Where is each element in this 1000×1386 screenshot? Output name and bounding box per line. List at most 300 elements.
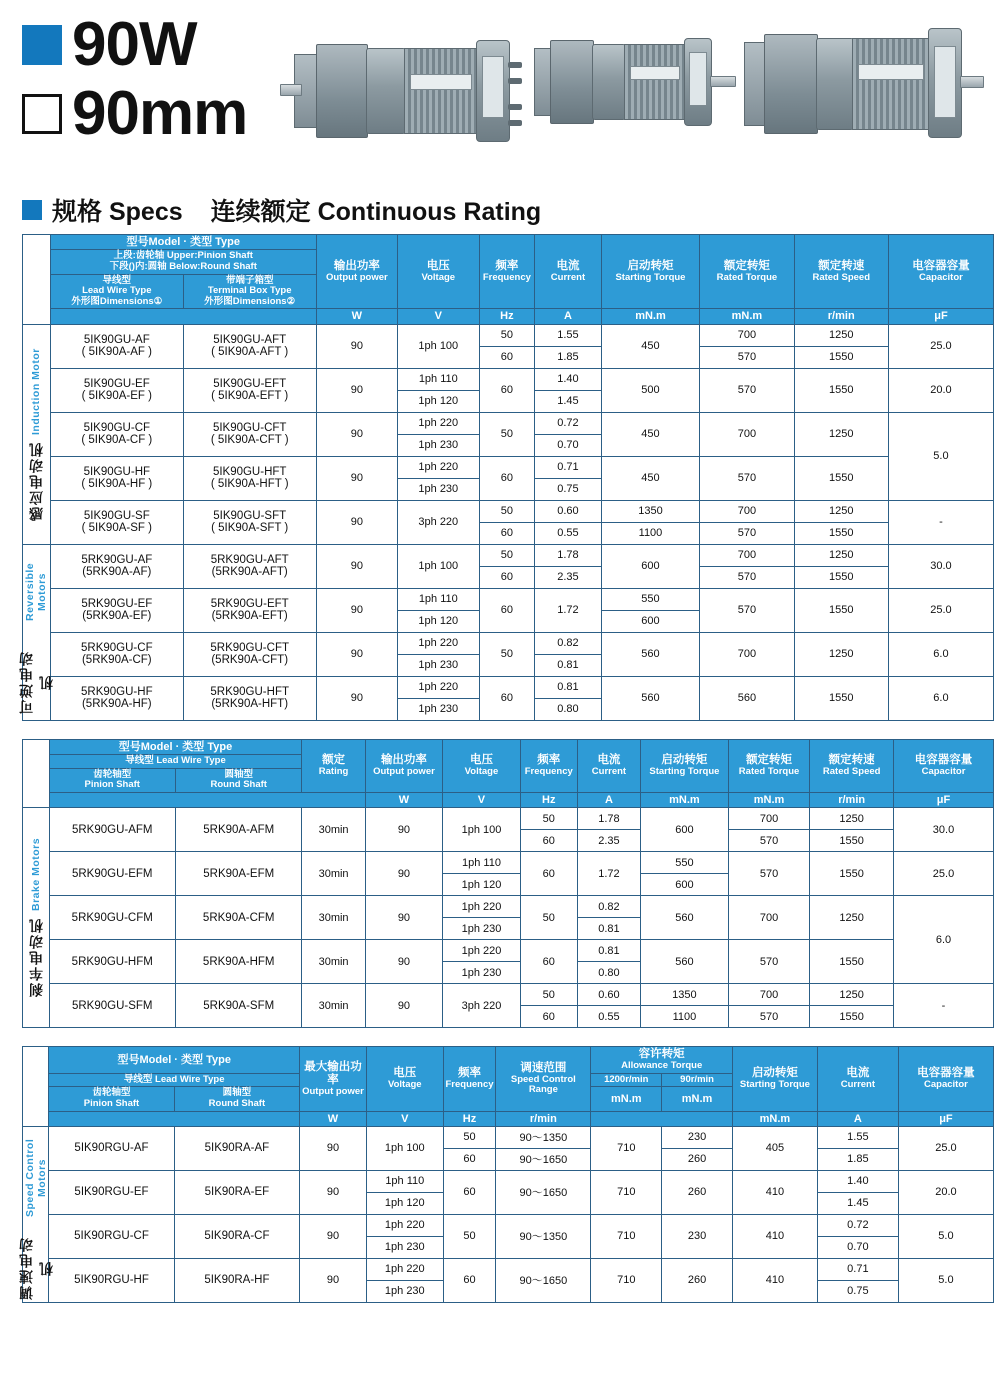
- t1-rated-torque: 700: [700, 544, 794, 566]
- t1-h-dim2: 外形图Dimensions②: [204, 295, 296, 307]
- t1-current: 0.55: [535, 522, 601, 544]
- t1-model-terminal: 5IK90GU-HFT ( 5IK90A-HFT ): [183, 456, 316, 500]
- t1-current: 2.35: [535, 566, 601, 588]
- t2-side-header: [23, 739, 50, 808]
- table-row: [23, 500, 994, 522]
- t2-voltage: 3ph 220: [443, 984, 521, 1028]
- t1-rated-speed: 1550: [794, 566, 888, 588]
- t1-starting-torque: 450: [601, 456, 700, 500]
- t2-voltage: 1ph 220: [443, 940, 521, 962]
- motor3-housing: [852, 38, 930, 130]
- t3-h-freq-cn: 频率: [458, 1067, 482, 1080]
- t3-model-round: 5IK90RA-EF: [174, 1170, 299, 1214]
- t1-rated-torque: 570: [700, 588, 794, 632]
- t3-u-voltage: V: [366, 1111, 443, 1126]
- t3-capacitor: 25.0: [898, 1126, 993, 1170]
- t3-frequency: 60: [443, 1148, 496, 1170]
- t2-h-units-blank: [49, 792, 365, 807]
- t3-allow-1200: 710: [591, 1214, 662, 1258]
- t2-model-round: 5RK90A-CFM: [175, 896, 301, 940]
- t1-starting-torque: 1350: [601, 500, 700, 522]
- t3-h-round-cn: 圆轴型: [222, 1087, 252, 1099]
- t1-power: 90: [316, 588, 397, 632]
- t2-h-voltage-cn: 电压: [469, 754, 493, 767]
- t3-u-allow2: mN.m: [662, 1087, 733, 1111]
- t2-voltage: 1ph 110: [443, 852, 521, 874]
- t2-current: 0.80: [577, 962, 640, 984]
- t3-starting-torque: 410: [732, 1258, 817, 1302]
- t1-side-reversible-en: Reversible Motors: [24, 562, 49, 621]
- t2-current: 0.81: [577, 918, 640, 940]
- table-row: [23, 808, 994, 830]
- t3-h-freq: [443, 1047, 496, 1111]
- blue-square-icon: [22, 25, 62, 65]
- t3-h-pinion-cn: 齿轮轴型: [92, 1087, 131, 1099]
- t3-current: 1.40: [817, 1170, 898, 1192]
- t1-h-rt-cn: 额定转矩: [723, 259, 770, 272]
- t1-rated-torque: 700: [700, 632, 794, 676]
- t1-model-pinion: 5RK90GU-CF (5RK90A-CF): [50, 632, 183, 676]
- motor2-nameplate: [630, 66, 680, 80]
- t3-model-round: 5IK90RA-AF: [174, 1126, 299, 1170]
- t2-u-cap: μF: [893, 792, 993, 807]
- motor3-shaft: [960, 76, 984, 88]
- t1-rated-speed: 1550: [794, 346, 888, 368]
- t2-model-pinion: 5RK90GU-HFM: [49, 940, 175, 984]
- t3-h-allow-cn: 容许转矩: [638, 1048, 685, 1061]
- table-row: [23, 1126, 994, 1148]
- t2-rating: 30min: [302, 808, 365, 852]
- t2-u-power: W: [365, 792, 443, 807]
- t3-speed-range: 90～1350: [496, 1214, 591, 1258]
- section-heading: [22, 192, 986, 228]
- speed-control-table: [18, 1046, 994, 1303]
- t3-allow-90: 260: [662, 1170, 733, 1214]
- t3-h-speed-range: [496, 1047, 591, 1111]
- t1-h-lower-en: Below:Round Shaft: [169, 260, 257, 272]
- t3-h-freq-en: Frequency: [445, 1079, 494, 1091]
- t1-capacitor: 6.0: [888, 632, 993, 676]
- t2-frequency: 60: [520, 830, 577, 852]
- t1-rated-torque: 570: [700, 566, 794, 588]
- t2-current: 0.60: [577, 984, 640, 1006]
- t2-h-lead: 导线型 Lead Wire Type: [49, 755, 302, 769]
- t2-rating: 30min: [302, 852, 365, 896]
- t3-h-voltage: [366, 1047, 443, 1111]
- motor1-gearhead: [316, 44, 368, 138]
- t1-current: 0.82: [535, 632, 601, 654]
- t1-model-pinion: 5IK90GU-AF ( 5IK90A-AF ): [50, 324, 183, 368]
- t2-power: 90: [365, 940, 443, 984]
- section-specs-cn: 规格: [52, 198, 103, 226]
- t2-rated-torque: 700: [728, 984, 810, 1006]
- t3-starting-torque: 405: [732, 1126, 817, 1170]
- t2-capacitor: 6.0: [893, 896, 993, 984]
- t1-rated-torque: 560: [700, 676, 794, 720]
- table-row: [23, 852, 994, 874]
- t2-rated-speed: 1250: [810, 984, 894, 1006]
- t1-h-cap-cn: 电容器容量: [912, 259, 970, 272]
- t1-model-terminal: 5RK90GU-HFT (5RK90A-HFT): [183, 676, 316, 720]
- motor1-terminal-label: [482, 56, 504, 118]
- t3-h-voltage-en: Voltage: [387, 1079, 422, 1091]
- t1-starting-torque: 550: [601, 588, 700, 610]
- t2-h-round-cn: 圆轴型: [224, 768, 253, 780]
- t1-rated-speed: 1250: [794, 500, 888, 522]
- t1-h-upper-en: Upper:Pinion Shaft: [166, 250, 253, 262]
- t1-side-reversible: [18, 544, 55, 720]
- t2-h-cap-en: Capacitor: [921, 765, 966, 777]
- t1-model-pinion: 5RK90GU-EF (5RK90A-EF): [50, 588, 183, 632]
- t2-h-capacitor: [893, 739, 993, 792]
- t1-capacitor: 25.0: [888, 324, 993, 368]
- t1-h-current: [535, 235, 601, 309]
- t2-h-rs-cn: 额定转速: [828, 754, 875, 767]
- t2-voltage: 1ph 220: [443, 896, 521, 918]
- t3-allow-90: 230: [662, 1126, 733, 1148]
- t3-voltage: 1ph 120: [366, 1192, 443, 1214]
- t2-frequency: 50: [520, 896, 577, 940]
- t3-h-start: [732, 1047, 817, 1111]
- t2-h-power: [365, 739, 443, 792]
- motor3-gearhead: [764, 34, 818, 134]
- t3-u-speed: r/min: [496, 1111, 591, 1126]
- t3-frequency: 60: [443, 1170, 496, 1214]
- t1-model-terminal: 5IK90GU-SFT ( 5IK90A-SFT ): [183, 500, 316, 544]
- t3-h-current-en: Current: [840, 1079, 876, 1091]
- table-row: [23, 676, 994, 698]
- t2-starting-torque: 560: [641, 940, 729, 984]
- t2-rated-torque: 570: [728, 940, 810, 984]
- t1-starting-torque: 560: [601, 632, 700, 676]
- t2-voltage: 1ph 120: [443, 874, 521, 896]
- t1-voltage: 1ph 220: [398, 676, 479, 698]
- t1-u-voltage: V: [398, 309, 479, 324]
- t1-h-voltage-en: Voltage: [421, 271, 456, 283]
- t2-h-voltage: [443, 739, 521, 792]
- t1-current: 0.70: [535, 434, 601, 456]
- t2-u-freq: Hz: [520, 792, 577, 807]
- t2-voltage: 1ph 230: [443, 962, 521, 984]
- t2-side-brake-cn: 刹车电动机: [28, 917, 44, 998]
- t1-side-induction: [23, 324, 51, 544]
- t1-frequency: 60: [479, 522, 535, 544]
- t1-model-terminal: 5IK90GU-AFT ( 5IK90A-AFT ): [183, 324, 316, 368]
- t1-model-terminal: 5RK90GU-AFT (5RK90A-AFT): [183, 544, 316, 588]
- t2-h-current-cn: 电流: [597, 754, 621, 767]
- t3-allow-1200: 710: [591, 1126, 662, 1170]
- t2-rating: 30min: [302, 940, 365, 984]
- motor-photo-3: [744, 14, 980, 164]
- t3-h-power-en: Output power: [302, 1085, 364, 1097]
- t3-h-model: 型号Model · 类型 Type: [49, 1047, 300, 1074]
- t3-h-allow-en: Allowance Torque: [621, 1060, 703, 1072]
- t2-h-start-cn: 启动转矩: [661, 754, 708, 767]
- t1-h-start: [601, 235, 700, 309]
- t3-power: 90: [300, 1258, 367, 1302]
- t2-starting-torque: 600: [641, 874, 729, 896]
- t2-h-model: 型号Model · 类型 Type: [49, 739, 302, 754]
- t3-starting-torque: 410: [732, 1170, 817, 1214]
- t1-voltage: 1ph 230: [398, 654, 479, 676]
- t3-side-speed: [18, 1126, 54, 1302]
- t2-model-round: 5RK90A-SFM: [175, 984, 301, 1028]
- t1-u-start: mN.m: [601, 309, 700, 324]
- t1-model-pinion: 5IK90GU-SF ( 5IK90A-SF ): [50, 500, 183, 544]
- t1-starting-torque: 1100: [601, 522, 700, 544]
- t1-starting-torque: 600: [601, 610, 700, 632]
- t2-h-pinion: [49, 768, 175, 792]
- t1-frequency: 60: [479, 456, 535, 500]
- t1-voltage: 1ph 100: [398, 544, 479, 588]
- t1-rated-speed: 1550: [794, 456, 888, 500]
- t1-h-start-en: Starting Torque: [615, 271, 686, 283]
- motor1-front-cover: [366, 48, 406, 134]
- t2-model-round: 5RK90A-HFM: [175, 940, 301, 984]
- t3-h-pinion-en: Pinion Shaft: [83, 1098, 140, 1109]
- t1-current: 0.75: [535, 478, 601, 500]
- t2-rated-torque: 700: [728, 808, 810, 830]
- section-rating-en: Continuous Rating: [317, 198, 542, 226]
- t2-voltage: 1ph 230: [443, 918, 521, 940]
- t3-u-freq: Hz: [443, 1111, 496, 1126]
- t2-h-voltage-en: Voltage: [464, 765, 499, 777]
- t2-h-round: [175, 768, 301, 792]
- t1-side-reversible-cn: 可逆电动机: [18, 650, 55, 715]
- t1-voltage: 1ph 220: [398, 412, 479, 434]
- t1-current: 0.60: [535, 500, 601, 522]
- t1-h-lead-en: Lead Wire Type: [82, 285, 152, 297]
- t1-power: 90: [316, 544, 397, 588]
- t1-model-pinion: 5RK90GU-AF (5RK90A-AF): [50, 544, 183, 588]
- t1-current: 1.55: [535, 324, 601, 346]
- t2-h-rt-en: Rated Torque: [738, 765, 800, 777]
- t3-side-speed-en: Speed Control Motors: [24, 1138, 48, 1217]
- t1-h-rs-cn: 额定转速: [818, 259, 865, 272]
- table-row: [23, 368, 994, 390]
- section-specs-en: Specs: [108, 198, 183, 226]
- t3-h-current-cn: 电流: [846, 1067, 870, 1080]
- t3-h-start-cn: 启动转矩: [751, 1067, 798, 1080]
- t1-h-shaft-note: [50, 250, 316, 274]
- t1-u-power: W: [316, 309, 397, 324]
- t1-frequency: 50: [479, 632, 535, 676]
- t3-h-pinion: [49, 1087, 174, 1111]
- t1-h-current-en: Current: [550, 271, 586, 283]
- t2-rated-speed: 1550: [810, 830, 894, 852]
- t1-rated-speed: 1250: [794, 412, 888, 456]
- t1-rated-torque: 700: [700, 324, 794, 346]
- t2-current: 2.35: [577, 830, 640, 852]
- t1-capacitor: -: [888, 500, 993, 544]
- t3-capacitor: 20.0: [898, 1170, 993, 1214]
- t1-power: 90: [316, 632, 397, 676]
- motor2-gearhead: [550, 40, 594, 124]
- t2-h-rated-speed: [810, 739, 894, 792]
- t1-h-lead-cn: 导线型: [102, 274, 132, 286]
- t1-h-rt-en: Rated Torque: [716, 271, 778, 283]
- continuous-rating-table-wrap: [14, 234, 986, 721]
- t1-voltage: 1ph 110: [398, 588, 479, 610]
- t3-side-speed-cn: 调速电动机: [18, 1236, 54, 1301]
- t1-model-pinion: 5IK90GU-HF ( 5IK90A-HF ): [50, 456, 183, 500]
- t2-h-freq: [520, 739, 577, 792]
- t2-starting-torque: 550: [641, 852, 729, 874]
- t1-power: 90: [316, 412, 397, 456]
- t1-frequency: 50: [479, 500, 535, 522]
- t1-u-rt: mN.m: [700, 309, 794, 324]
- t2-h-round-en: Round Shaft: [210, 779, 267, 791]
- t3-h-allow-1200: 1200r/min: [591, 1073, 662, 1087]
- t1-h-terminalbox: [183, 274, 316, 309]
- motor1-housing: [404, 48, 478, 134]
- t2-power: 90: [365, 896, 443, 940]
- t2-h-freq-en: Frequency: [524, 765, 573, 777]
- t2-h-pinion-cn: 齿轮轴型: [93, 768, 132, 780]
- t3-frequency: 50: [443, 1126, 496, 1148]
- page-header: [14, 0, 986, 190]
- t1-voltage: 1ph 110: [398, 368, 479, 390]
- t3-h-voltage-cn: 电压: [393, 1067, 417, 1080]
- t2-h-start: [641, 739, 729, 792]
- t3-side-header: [23, 1047, 49, 1127]
- t1-model-terminal: 5IK90GU-CFT ( 5IK90A-CFT ): [183, 412, 316, 456]
- title-block: [22, 10, 302, 149]
- t3-u-current: A: [817, 1111, 898, 1126]
- t3-h-current: [817, 1047, 898, 1111]
- table-row: [23, 940, 994, 962]
- t2-model-pinion: 5RK90GU-CFM: [49, 896, 175, 940]
- t1-h-power-cn: 输出功率: [333, 259, 380, 272]
- motor1-lead-4: [508, 120, 522, 126]
- t3-model-pinion: 5IK90RGU-HF: [49, 1258, 174, 1302]
- t3-h-allowance: [591, 1047, 733, 1074]
- t3-h-round-en: Round Shaft: [208, 1098, 266, 1109]
- t2-side-brake-en: Brake Motors: [30, 838, 42, 912]
- t2-rated-torque: 570: [728, 852, 810, 896]
- t2-h-current: [577, 739, 640, 792]
- motor1-lead-2: [508, 78, 522, 84]
- motor3-terminal-label: [934, 46, 956, 118]
- t2-capacitor: 30.0: [893, 808, 993, 852]
- t3-power: 90: [300, 1126, 367, 1170]
- t1-model-pinion: 5RK90GU-HF (5RK90A-HF): [50, 676, 183, 720]
- motor1-lead-1: [508, 62, 522, 68]
- t2-current: 0.82: [577, 896, 640, 918]
- t1-voltage: 1ph 120: [398, 390, 479, 412]
- motor1-shaft: [280, 84, 302, 96]
- t3-voltage: 1ph 230: [366, 1236, 443, 1258]
- t2-model-pinion: 5RK90GU-SFM: [49, 984, 175, 1028]
- t3-allow-90: 260: [662, 1258, 733, 1302]
- t2-voltage: 1ph 100: [443, 808, 521, 852]
- motor2-terminal-label: [689, 52, 707, 106]
- t2-h-rt-cn: 额定转矩: [746, 754, 793, 767]
- table-row: [23, 632, 994, 654]
- t3-frequency: 60: [443, 1258, 496, 1302]
- t2-power: 90: [365, 984, 443, 1028]
- speed-control-table-wrap: [14, 1046, 986, 1303]
- t3-voltage: 1ph 100: [366, 1126, 443, 1170]
- t2-rated-torque: 570: [728, 830, 810, 852]
- table-row: [23, 1214, 994, 1236]
- t2-rated-speed: 1550: [810, 1006, 894, 1028]
- t1-rated-speed: 1550: [794, 676, 888, 720]
- t1-u-freq: Hz: [479, 309, 535, 324]
- t1-voltage: 1ph 220: [398, 456, 479, 478]
- t2-starting-torque: 1350: [641, 984, 729, 1006]
- t1-voltage: 1ph 100: [398, 324, 479, 368]
- t2-h-rated-torque: [728, 739, 810, 792]
- t1-h-rated-speed: [794, 235, 888, 309]
- t3-model-round: 5IK90RA-CF: [174, 1214, 299, 1258]
- t1-rated-torque: 570: [700, 456, 794, 500]
- t3-voltage: 1ph 230: [366, 1280, 443, 1302]
- t1-power: 90: [316, 676, 397, 720]
- t2-current: 1.72: [577, 852, 640, 896]
- t1-h-lower-cn: 下段()内:圆轴: [109, 260, 167, 272]
- motor1-lead-3: [508, 104, 522, 110]
- t1-current: 0.81: [535, 654, 601, 676]
- t1-side-induction-cn: 感应电动机: [28, 440, 45, 521]
- t3-h-power: [300, 1047, 367, 1111]
- section-rating-cn: 连续额定: [210, 198, 311, 226]
- t2-u-rt: mN.m: [728, 792, 810, 807]
- power-title: 90W: [72, 10, 197, 79]
- motor2-front-cover: [592, 44, 626, 120]
- t2-u-voltage: V: [443, 792, 521, 807]
- t3-h-power-cn: 最大输出功率: [304, 1060, 362, 1086]
- t2-h-rating: [302, 739, 365, 792]
- t3-model-pinion: 5IK90RGU-AF: [49, 1126, 174, 1170]
- t3-current: 1.55: [817, 1126, 898, 1148]
- t2-rated-speed: 1550: [810, 940, 894, 984]
- t2-starting-torque: 1100: [641, 1006, 729, 1028]
- t1-capacitor: 6.0: [888, 676, 993, 720]
- t1-current: 1.45: [535, 390, 601, 412]
- product-photos: [294, 8, 994, 183]
- t3-model-round: 5IK90RA-HF: [174, 1258, 299, 1302]
- t1-starting-torque: 450: [601, 412, 700, 456]
- t2-rated-torque: 570: [728, 1006, 810, 1028]
- t3-h-speed-en: Speed Control Range: [510, 1073, 576, 1096]
- t2-u-start: mN.m: [641, 792, 729, 807]
- t2-starting-torque: 560: [641, 896, 729, 940]
- t3-u-allow1: mN.m: [591, 1087, 662, 1111]
- t1-voltage: 3ph 220: [398, 500, 479, 544]
- t1-h-term-cn: 带端子箱型: [225, 274, 274, 286]
- t3-h-start-en: Starting Torque: [739, 1079, 810, 1091]
- t1-model-terminal: 5RK90GU-EFT (5RK90A-EFT): [183, 588, 316, 632]
- t1-h-dim1: 外形图Dimensions①: [71, 295, 163, 307]
- t2-capacitor: 25.0: [893, 852, 993, 896]
- t3-allow-90: 260: [662, 1148, 733, 1170]
- size-title: 90mm: [72, 79, 248, 149]
- t1-h-model: 型号Model · 类型 Type: [50, 235, 316, 250]
- t3-h-units-blank: [49, 1111, 300, 1126]
- t1-current: 1.85: [535, 346, 601, 368]
- t1-h-current-cn: 电流: [556, 259, 580, 272]
- t1-starting-torque: 500: [601, 368, 700, 412]
- brake-motors-table-wrap: [14, 739, 986, 1029]
- t2-current: 0.81: [577, 940, 640, 962]
- continuous-rating-table: [18, 234, 994, 721]
- table-row: [23, 544, 994, 566]
- t1-current: 1.40: [535, 368, 601, 390]
- t1-current: 0.80: [535, 698, 601, 720]
- t2-body: [23, 808, 994, 1028]
- t3-u-allow-blank: [591, 1111, 733, 1126]
